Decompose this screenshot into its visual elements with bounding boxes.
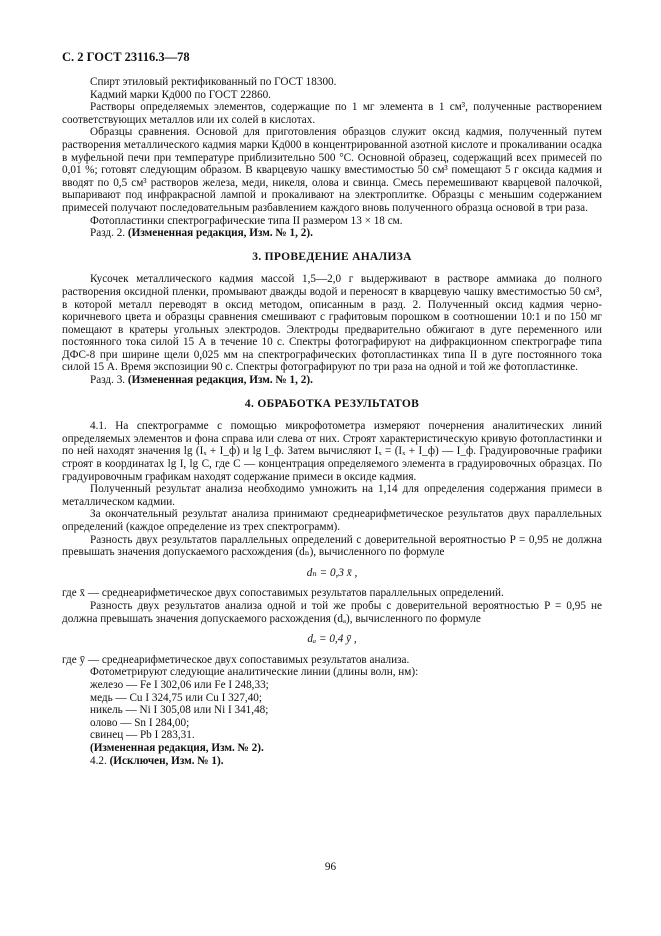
formula-explanation: где x̄ — среднеарифметическое двух сопоставимых результатов параллельных определений. — [62, 587, 504, 600]
formula: dₙ = 0,3 x̄ , — [306, 566, 358, 579]
lines-intro: Фотометрируют следующие аналитические линии (длины волн, нм): — [90, 666, 419, 679]
page-header: С. 2 ГОСТ 23116.3—78 — [62, 50, 190, 64]
analytical-line: олово — Sn I 284,00; — [90, 716, 190, 729]
revision-prefix: Разд. 2. — [90, 227, 128, 240]
section-title: 4. ОБРАБОТКА РЕЗУЛЬТАТОВ — [244, 397, 420, 410]
revision-note — [62, 227, 602, 240]
document-body — [62, 76, 602, 767]
paragraph-plates: Фотопластинки спектрографические типа II размером 13 × 18 см. — [90, 214, 403, 227]
formula: dₐ = 0,4 ȳ , — [307, 633, 357, 646]
revision-note — [62, 755, 602, 768]
text-line: Спирт этиловый ректификованный по ГОСТ 18300. — [90, 76, 337, 88]
paragraph-samples: Образцы сравнения. Основой для приготовления образцов служит оксид кадмия, полученный путем растворения металлического кадмия марки Кд000 в концентрированной азотной кислоте и прокаливании осадка в муфельной печи при температуре приблизительно 500 °С. Основной образец, содержащий всех примесей по 0,01 %; готовят следующим образом. В кварцевую чашку вместимостью 50 см³ помещают 5 г оксида кадмия и вводят по 0,5 см³ растворов железа, меди, никеля, олова и свинца. Смесь перемешивают кварцевой палочкой, выпаривают под инфракрасной лампой и прокаливают на электроплитке. Образцы с меньшим содержанием примесей получают последовательным разбавлением каждого вновь полученного образца основой в три раза. — [62, 126, 602, 214]
revision-bold: (Исключен, Изм. № 1). — [109, 754, 224, 767]
revision-prefix: Разд. 3. — [90, 374, 128, 387]
paragraph-analysis: Кусочек металлического кадмия массой 1,5—2,0 г выдерживают в растворе аммиака до полного растворения оксидной пленки, промывают дважды водой и переносят в кварцевую чашку вместимостью 50 см³, в которой металл переводят в оксид методом, описанным в разд. 2. Полученный оксид кадмия черно-коричневого цвета и образцы сравнения смешивают с графитовым порошком в соотношении 10:1 и по 150 мг помещают в кратеры угольных электродов. Электроды предварительно обжигают в дуге переменного или постоянного тока силой 15 А в течение 10 с. Спектры фотографируют на дифракционном спектрографе типа ДФС-8 при ширине щели 0,025 мм на спектрографических фотопластинках типа II в дуге постоянного тока силой 15 А. Время экспозиции 90 с. Спектры фотографируют по три раза на одной и той же фотопластинке. — [62, 273, 602, 374]
analytical-line: медь — Cu I 324,75 или Cu I 327,40; — [90, 691, 263, 704]
analytical-line: свинец — Pb I 283,31. — [90, 729, 195, 742]
revision-note — [62, 374, 602, 387]
paragraph-difference-2: Разность двух результатов анализа одной и той же пробы с доверительной вероятностью P = 0,95 не должна превышать значения допускаемого расхождения (dₐ), вычисленного по формуле — [62, 599, 602, 625]
revision-note: (Измененная редакция, Изм. № 2). — [90, 741, 264, 754]
revision-bold: (Измененная редакция, Изм. № 1, 2). — [127, 227, 313, 240]
paragraph-4-1: 4.1. На спектрограмме с помощью микрофотометра измеряют почернения аналитических линий определяемых элементов и фона справа или слева от них. Строят характеристическую кривую фотопластинки и по ней находят значения lg (Iₓ + I_ф) и lg I_ф. Затем вычисляют Iₓ = (Iₓ + I_ф) — I_ф. Градуировочные графики строят в координатах lg I, lg C, где C — концентрация определяемого элемента в градуировочных образцах. По градуировочным графикам находят содержание примеси в оксиде кадмия. — [62, 420, 602, 483]
revision-bold: (Измененная редакция, Изм. № 1, 2). — [127, 374, 313, 387]
analytical-line: железо — Fe I 302,06 или Fe I 248,33; — [90, 678, 269, 691]
text-line: Кадмий марки Кд000 по ГОСТ 22860. — [90, 88, 271, 101]
clause-number: 4.2. — [90, 754, 110, 767]
paragraph-multiply: Полученный результат анализа необходимо умножить на 1,14 для определения содержания примеси в металлическом кадмии. — [62, 483, 602, 508]
analytical-line: никель — Ni I 305,08 или Ni I 341,48; — [90, 704, 269, 717]
formula-explanation: где ȳ — среднеарифметическое двух сопоставимых результатов анализа. — [62, 653, 410, 666]
section-title: 3. ПРОВЕДЕНИЕ АНАЛИЗА — [252, 250, 412, 263]
paragraph-final-result: За окончательный результат анализа принимают среднеарифметическое результатов двух параллельных определений (каждое определение из трех спектрограмм). — [62, 508, 602, 533]
page-number: 96 — [324, 861, 337, 873]
paragraph-difference-1: Разность двух результатов параллельных определений с доверительной вероятностью P = 0,95 не должна превышать значения допускаемого расхождения (dₙ), вычисленного по формуле — [62, 533, 602, 559]
paragraph-solutions: Растворы определяемых элементов, содержащие по 1 мг элемента в 1 см³, полученные растворением соответствующих металлов или их солей в кислотах. — [62, 101, 602, 126]
